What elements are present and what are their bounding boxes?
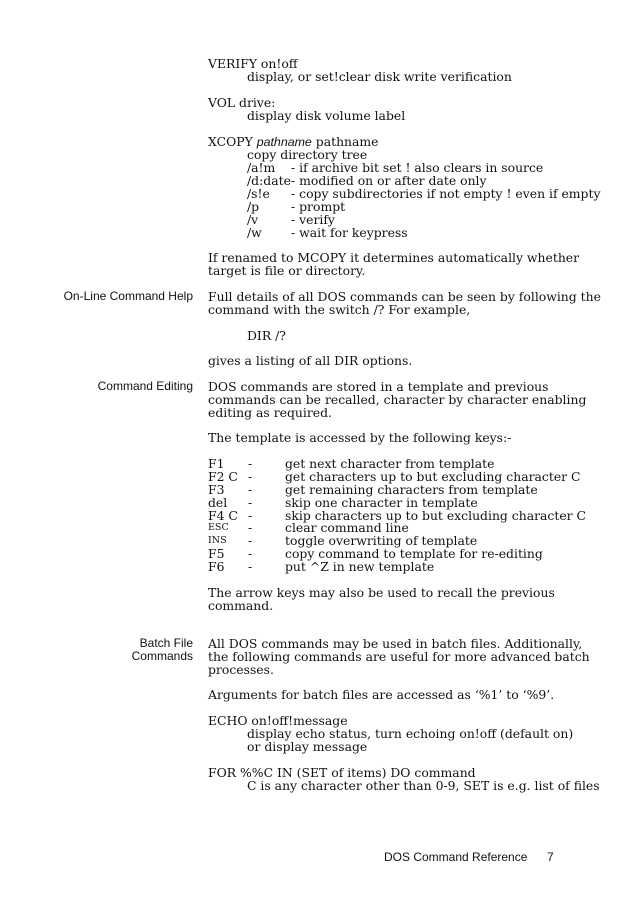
key-dash: -: [248, 495, 253, 510]
arrow-keys-note: The arrow keys may also be used to recall the previous: [208, 585, 555, 600]
key-description: skip characters up to but excluding character C: [285, 508, 587, 523]
key-dash: -: [248, 533, 253, 548]
xcopy-option-flag: /s!e: [247, 186, 270, 201]
key-name: INS: [208, 535, 227, 546]
xcopy-param-italic: pathname: [256, 135, 312, 149]
verify-heading: VERIFY on!off: [208, 56, 298, 71]
key-description: put ^Z in new template: [285, 559, 435, 574]
online-help-text: Full details of all DOS commands can be seen by following the: [208, 289, 601, 304]
xcopy-note: If renamed to MCOPY it determines automatically whether: [208, 250, 580, 265]
section-label-command-editing: Command Editing: [97, 379, 193, 393]
section-label-online-help: On-Line Command Help: [63, 289, 193, 303]
for-description: C is any character other than 0-9, SET is e.g. list of files: [247, 778, 600, 793]
echo-description: display echo status, turn echoing on!off (default on): [247, 726, 574, 741]
page-number: 7: [547, 850, 554, 864]
xcopy-option-flag: /d:date: [247, 173, 291, 188]
footer-title: DOS Command Reference: [384, 850, 528, 864]
echo-description: or display message: [247, 739, 368, 754]
key-dash: -: [248, 482, 253, 497]
xcopy-note: target is file or directory.: [208, 263, 366, 278]
key-description: get remaining characters from template: [285, 482, 538, 497]
key-description: toggle overwriting of template: [285, 533, 478, 548]
key-dash: -: [248, 546, 253, 561]
key-dash: -: [248, 559, 253, 574]
section-label-batch-line2: Commands: [131, 649, 193, 663]
xcopy-option-text: - copy subdirectories if not empty ! even if empty: [291, 186, 601, 201]
batch-text: the following commands are useful for more advanced batch: [208, 649, 590, 664]
command-editing-text: commands can be recalled, character by character enabling: [208, 392, 587, 407]
key-name: ESC: [208, 522, 229, 533]
vol-description: display disk volume label: [247, 108, 406, 123]
online-help-example: DIR /?: [247, 328, 286, 343]
command-editing-intro: The template is accessed by the following keys:-: [208, 430, 512, 445]
key-description: copy command to template for re-editing: [285, 546, 543, 561]
xcopy-option-text: - prompt: [291, 199, 346, 214]
xcopy-option-text: - if archive bit set ! also clears in source: [291, 160, 544, 175]
vol-heading: VOL drive:: [208, 95, 276, 110]
batch-arguments: Arguments for batch files are accessed as ‘%1’ to ‘%9’.: [208, 687, 555, 702]
online-help-text: gives a listing of all DIR options.: [208, 353, 413, 368]
xcopy-param: pathname: [311, 134, 379, 149]
xcopy-option-flag: /w: [247, 225, 262, 240]
key-description: get characters up to but excluding character C: [285, 469, 581, 484]
key-dash: -: [248, 469, 253, 484]
key-dash: -: [248, 508, 253, 523]
section-label-batch-line1: Batch File: [139, 636, 193, 650]
verify-description: display, or set!clear disk write verification: [247, 69, 512, 84]
key-name: del: [208, 495, 228, 510]
key-description: clear command line: [285, 520, 409, 535]
batch-text: All DOS commands may be used in batch files. Additionally,: [208, 636, 583, 651]
xcopy-option-flag: /p: [247, 199, 260, 214]
echo-heading: ECHO on!off!message: [208, 713, 348, 728]
xcopy-option-text: - modified on or after date only: [291, 173, 487, 188]
key-name: F3: [208, 482, 225, 497]
online-help-text: command with the switch /? For example,: [208, 302, 471, 317]
batch-text: processes.: [208, 662, 274, 677]
command-editing-text: editing as required.: [208, 405, 332, 420]
command-editing-text: DOS commands are stored in a template and previous: [208, 379, 549, 394]
key-name: F1: [208, 456, 225, 471]
xcopy-option-text: - wait for keypress: [291, 225, 408, 240]
xcopy-command: XCOPY: [208, 134, 257, 149]
xcopy-option-flag: /a!m: [247, 160, 276, 175]
key-name: F6: [208, 559, 225, 574]
xcopy-description: copy directory tree: [247, 147, 368, 162]
key-name: F2 C: [208, 469, 238, 484]
key-description: skip one character in template: [285, 495, 478, 510]
for-heading: FOR %%C IN (SET of items) DO command: [208, 765, 476, 780]
key-description: get next character from template: [285, 456, 495, 471]
key-name: F5: [208, 546, 225, 561]
key-dash: -: [248, 520, 253, 535]
arrow-keys-note: command.: [208, 598, 274, 613]
xcopy-option-flag: /v: [247, 212, 259, 227]
key-name: F4 C: [208, 508, 238, 523]
xcopy-option-text: - verify: [291, 212, 335, 227]
key-dash: -: [248, 456, 253, 471]
